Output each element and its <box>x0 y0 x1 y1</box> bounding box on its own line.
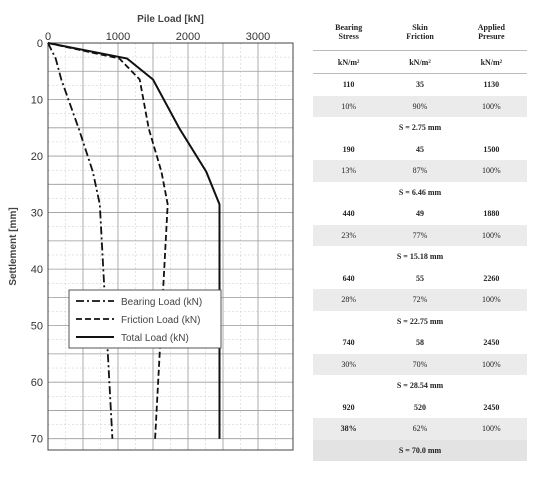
applied-value: 1130 <box>456 74 527 96</box>
header-bearing-line2: Stress <box>313 32 384 51</box>
y-tick-label: 30 <box>30 207 43 220</box>
bearing-value: 440 <box>313 203 384 225</box>
bearing-value: 190 <box>313 139 384 161</box>
bearing-value: 740 <box>313 332 384 354</box>
x-tick-label: 3000 <box>245 31 271 43</box>
table-row <box>313 289 527 311</box>
friction-percent: 87% <box>384 160 455 182</box>
settlement-label: S = 6.46 mm <box>313 182 527 204</box>
applied-value: 1880 <box>456 203 527 225</box>
table-row <box>313 96 527 118</box>
y-tick-label: 70 <box>30 433 43 446</box>
friction-value: 35 <box>384 74 455 96</box>
legend-label: Bearing Load (kN) <box>121 297 203 308</box>
applied-percent: 100% <box>456 160 527 182</box>
table-row <box>313 225 527 247</box>
table-row <box>313 203 527 225</box>
applied-percent: 100% <box>456 225 527 247</box>
table-row <box>313 354 527 376</box>
settlement-label: S = 15.18 mm <box>313 246 527 268</box>
y-tick-label: 0 <box>36 38 43 50</box>
applied-value: 2450 <box>456 332 527 354</box>
legend <box>69 290 221 348</box>
bearing-value: 110 <box>313 74 384 96</box>
bearing-value: 920 <box>313 397 384 419</box>
bearing-percent: 38% <box>313 418 384 440</box>
table-row <box>313 440 527 462</box>
header-applied-unit: kN/m² <box>456 51 527 74</box>
header-skin-line2: Friction <box>384 32 455 51</box>
y-tick-label: 10 <box>30 94 43 107</box>
bearing-value: 640 <box>313 268 384 290</box>
applied-value: 1500 <box>456 139 527 161</box>
y-tick-label: 60 <box>30 377 43 390</box>
table-row <box>313 160 527 182</box>
results-table-container <box>313 14 527 461</box>
table-row <box>313 74 527 96</box>
bearing-percent: 23% <box>313 225 384 247</box>
x-tick-label: 2000 <box>175 31 201 43</box>
settlement-label: S = 70.0 mm <box>313 440 527 462</box>
header-applied-line2: Presure <box>456 32 527 51</box>
friction-value: 520 <box>384 397 455 419</box>
table-row <box>313 418 527 440</box>
table-row <box>313 268 527 290</box>
y-axis-title: Settlement [mm] <box>8 207 19 286</box>
header-skin-line1: Skin <box>384 14 455 32</box>
table-row <box>313 332 527 354</box>
applied-percent: 100% <box>456 289 527 311</box>
legend-label: Total Load (kN) <box>121 333 189 344</box>
settlement-label: S = 22.75 mm <box>313 311 527 333</box>
table-row <box>313 246 527 268</box>
table-row <box>313 397 527 419</box>
y-tick-label: 20 <box>30 151 43 164</box>
friction-percent: 70% <box>384 354 455 376</box>
friction-percent: 90% <box>384 96 455 118</box>
y-tick-label: 50 <box>30 320 43 333</box>
x-tick-label: 1000 <box>105 31 131 43</box>
friction-percent: 72% <box>384 289 455 311</box>
bearing-percent: 10% <box>313 96 384 118</box>
friction-percent: 77% <box>384 225 455 247</box>
friction-percent: 62% <box>384 418 455 440</box>
applied-percent: 100% <box>456 96 527 118</box>
settlement-label: S = 2.75 mm <box>313 117 527 139</box>
header-bearing-line1: Bearing <box>313 14 384 32</box>
bearing-percent: 28% <box>313 289 384 311</box>
bearing-percent: 30% <box>313 354 384 376</box>
settlement-label: S = 28.54 mm <box>313 375 527 397</box>
table-row <box>313 375 527 397</box>
applied-percent: 100% <box>456 418 527 440</box>
header-bearing-unit: kN/m² <box>313 51 384 74</box>
minor-gridlines <box>48 43 293 450</box>
table-row <box>313 311 527 333</box>
x-tick-label: 0 <box>44 31 52 43</box>
bearing-percent: 13% <box>313 160 384 182</box>
header-applied-line1: Applied <box>456 14 527 32</box>
friction-value: 55 <box>384 268 455 290</box>
table-row <box>313 182 527 204</box>
applied-value: 2450 <box>456 397 527 419</box>
y-tick-label: 40 <box>30 264 43 277</box>
header-skin-unit: kN/m² <box>384 51 455 74</box>
friction-value: 45 <box>384 139 455 161</box>
x-axis-title: Pile Load [kN] <box>137 14 204 25</box>
applied-value: 2260 <box>456 268 527 290</box>
legend-label: Friction Load (kN) <box>121 315 201 326</box>
applied-percent: 100% <box>456 354 527 376</box>
table-row <box>313 139 527 161</box>
results-table <box>313 14 527 461</box>
friction-value: 58 <box>384 332 455 354</box>
table-row <box>313 117 527 139</box>
friction-value: 49 <box>384 203 455 225</box>
